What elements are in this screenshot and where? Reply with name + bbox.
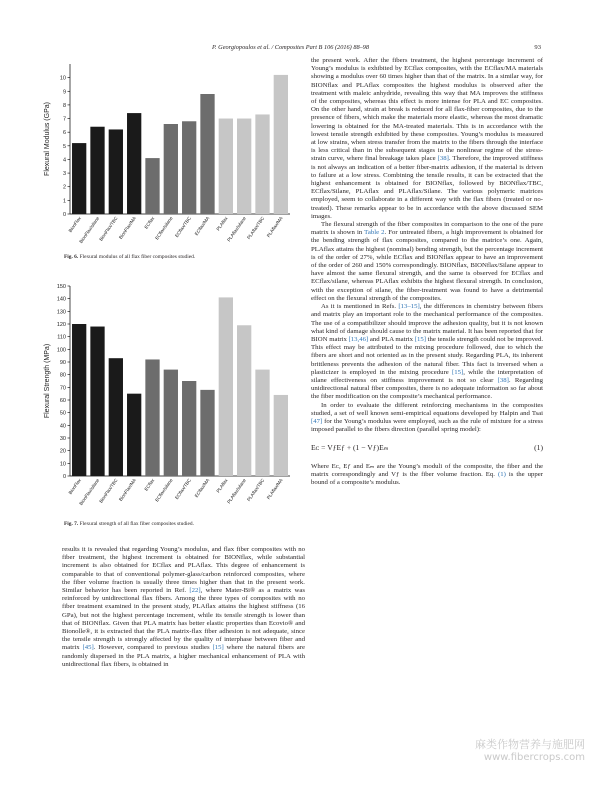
y-tick-label: 5 (62, 143, 66, 150)
y-tick-label: 7 (62, 116, 66, 123)
x-tick-label: BionFlax/MA (117, 477, 137, 502)
x-tick-label: PLAflax/MA (265, 215, 284, 239)
y-tick-label: 1 (62, 198, 66, 205)
x-tick-label: PLAflax/TBC (246, 215, 266, 241)
y-tick-label: 8 (62, 102, 66, 109)
bar-ecflax-ma (200, 390, 214, 476)
paragraph: the present work. After the fibers treatment, the highest percentage increment of Young’s modulus is exhibited by ECflax composites, with the ECflax/MA materials showing a modulus over 60 times higher than that of the matrix. In a similar way, for BIONflax and PLAflax composites the highest modulus is observed after the treatment with maleic anhydride, revealing this way that MA improves the stiffness of the composites, whereas this effect is more intense for PLA and EC composites. On the other hand, strain at break is reduced for all flax-fiber composites, due to the presence of fibers, which make the materials more elastic, whereas the most dramatic lowering is obtained for the MA-treated materials. This is in accordance with the lowest tensile strength exhibited by these composites. Young’s modulus is measured at low strains, when stress transfer from the matrix to the fibers through the interface is less critical than in the subsequent stages in the nonlinear regime of the stress-strain curve, where final breakage takes place [38]. Therefore, the improved stiffness is not always an indication of a better fiber-matrix adhesion, if the material is driven to failure at a low stress. Combining the tensile results, it can be extracted that the highest enhancement is obtained for BIONflax, followed by BIONflax/TBC, ECflax/Silane, PLAflax and PLAflax/Silane. The various polymeric matrices employed, seem to collaborate in a different way with the flax fibers (treated or no-treated). These remarks appear to be in accordance with the above discussed SEM images. (311, 57, 543, 220)
reference-link[interactable]: [15] (212, 644, 224, 652)
x-tick-label: PLAflax/TBC (246, 477, 266, 503)
figure-6-caption: Fig. 6. Flexural modulus of all flax fiber composites studied. (64, 254, 196, 260)
y-tick-label: 6 (62, 130, 66, 137)
flexural-strength-bar-chart (40, 280, 302, 520)
y-tick-label: 10 (59, 75, 66, 82)
y-tick-label: 140 (56, 296, 66, 303)
paragraph: In order to evaluate the different reinforcing mechanisms in the composites studied, a set of well known semi-empirical equations developed by Halpin and Tsai [47] for the Young’s modulus were employed, such as the rule of mixture for a stress imposed parallel to the fibers direction (parallel spring model): (311, 401, 543, 434)
y-tick-label: 20 (59, 448, 66, 455)
reference-link[interactable]: [45] (82, 644, 94, 652)
watermark-line-2: www.fibercrops.com (483, 752, 585, 763)
reference-link[interactable]: [15] (414, 335, 426, 343)
x-tick-label: PLAflax (215, 477, 229, 494)
figure-6-chart (40, 58, 302, 259)
y-tick-label: 80 (59, 372, 66, 379)
equation-text: Eᴄ = VƒEƒ + (1 − Vƒ)Eₘ (311, 443, 389, 453)
x-tick-label: PLAflax/MA (265, 477, 284, 501)
y-tick-label: 0 (62, 474, 66, 480)
bar-bionflax-tbc (109, 358, 123, 476)
equation-link[interactable]: (1) (497, 470, 506, 478)
x-tick-label: ECflax/silane (154, 215, 174, 241)
bar-bionflax-tbc (109, 129, 123, 214)
bar-plaflax-tbc (255, 370, 269, 476)
x-tick-label: ECflax (143, 215, 156, 230)
table-link[interactable]: Table 2 (364, 229, 385, 237)
equation-1 (311, 444, 543, 452)
right-column-text (311, 57, 543, 487)
y-tick-label: 4 (62, 157, 66, 164)
y-tick-label: 40 (59, 423, 66, 430)
reference-link[interactable]: [22] (189, 587, 201, 595)
reference-link[interactable]: [13,46] (348, 335, 369, 343)
bar-plaflax-silane (237, 119, 251, 214)
watermark (475, 738, 585, 764)
bar-bionflax (72, 324, 86, 476)
paragraph: results it is revealed that regarding Young’s modulus, and flax fiber composites with no fiber treatment, the highest increment is obtained for BIONflax, while substantial increment is also obtained for ECflax and PLAflax. This degree of enhancement is comparable to that of conventional polymer-glass/carbon reinforced composites, where the fiber volume fraction is usually three times higher than that in the present work. Similar behavior has been reported in Ref. [22], where Mater-Bi® as a matrix was reinforced by unidirectional flax fibers. Among the three types of composites with no fiber treatment examined in the present study, PLAflax attains the highest stiffness (16 GPa), but not the highest percentage increment, while its tensile strength is lower than that of BIONflax. Given that PLA matrix has better elastic properties than Ecovio® and Bionolle®, it is extracted that the PLA matrix-flax fiber adhesion is not adequate, since the tensile strength is strongly affected by the quality of interphase between fiber and matrix [45]. However, compared to previous studies [15] where the natural fibers are randomly dispersed in the PLA matrix, a higher mechanical enhancement of PLA with unidirectional flax fibers, is obtained in (62, 546, 306, 668)
y-tick-label: 0 (62, 212, 66, 218)
x-tick-label: BionFlax/silane (78, 215, 101, 245)
y-tick-label: 120 (56, 322, 66, 328)
x-tick-label: PLAflax (215, 215, 229, 232)
reference-link[interactable]: [47] (311, 417, 323, 425)
y-tick-label: 110 (57, 334, 66, 341)
x-tick-label: ECflax/TBC (174, 215, 192, 239)
x-tick-label: ECflax/MA (193, 215, 211, 237)
bar-plaflax (219, 119, 233, 214)
bar-ecflax-silane (164, 370, 178, 476)
y-tick-label: 150 (56, 284, 66, 290)
x-tick-label: BionFlax (67, 477, 82, 496)
bar-bionflax (72, 143, 86, 214)
y-axis-label: Flexural Strength (MPa) (44, 343, 51, 419)
left-column-text (62, 546, 305, 669)
bar-bionflax-ma (127, 113, 141, 214)
running-title: P. Georgiopoulos et al. / Composites Part B 106 (2016) 88–98 (212, 44, 370, 51)
x-tick-label: ECflax/MA (193, 477, 211, 499)
bar-ecflax-silane (164, 124, 178, 214)
y-tick-label: 60 (59, 398, 66, 404)
page-number: 93 (534, 44, 541, 51)
flexural-modulus-bar-chart (40, 58, 302, 254)
reference-link[interactable]: [15] (451, 368, 464, 376)
x-tick-label: BionFlax/MA (117, 215, 137, 240)
y-tick-label: 3 (62, 171, 66, 178)
y-tick-label: 90 (59, 360, 66, 366)
bar-ecflax-ma (200, 94, 214, 214)
y-tick-label: 10 (59, 461, 66, 468)
y-tick-label: 100 (56, 347, 66, 354)
x-tick-label: BionFlax/TBC (98, 215, 119, 242)
bar-bionflax-ma (127, 394, 141, 476)
bar-plaflax-tbc (255, 114, 269, 214)
watermark-line-1: 麻类作物营养与施肥网 (475, 738, 585, 751)
bar-plaflax-silane (237, 325, 251, 476)
x-tick-label: BionFlax/TBC (98, 477, 119, 504)
bar-ecflax (145, 158, 159, 214)
y-tick-label: 2 (62, 184, 66, 191)
paragraph: The flexural strength of the fiber composites in comparison to the one of the pure matrix is shown in Table 2. For untreated fibers, a high improvement is obtained for the bending strength of flax composites, compared to the matrice’s one. Again, PLAflax attains the highest (nominal) bending strength, but the percentage increment is of the order of 27%, while ECflax and BIONflax appear to have an improvement of the order of 260 and 150% correspondingly. BIONflax, BIONflax/Silane appear to have almost the same flexural strength, and the same is observed for ECflax and ECflax/silane, whereas PLAflax exhibits the highest flexural strength. In conclusion, with the exception of silane, the fiber-treatment was found to have a detrimental effect on the flexural strength of the composites. (311, 221, 543, 302)
y-tick-label: 70 (59, 385, 66, 392)
bar-bionflax-silane (90, 127, 104, 214)
x-tick-label: PLAflax/silane (226, 477, 247, 505)
reference-link[interactable]: [13–15] (398, 303, 420, 311)
y-tick-label: 50 (59, 410, 66, 417)
reference-link[interactable]: [38] (497, 376, 509, 384)
bar-plaflax-ma (274, 395, 288, 476)
paragraph: As it is mentioned in Refs. [13–15], the differences in chemistry between fibers and matrix play an important role to the mechanical performance of the composites. The use of a compatibilizer should improve the adhesion quality, but it is not known what kind of damage should cause to the matrix material. It has been reported that for BION matrix [13,46] and PLA matrix [15] the tensile strength could not be improved. This effect may be attributed to the mixing procedure followed, due to which the fibers are short and not oriented as in the present study. Regarding PLA, its inherent brittleness prevents the adhesion of the natural fiber. This fact is inversed when a plasticizer is employed in the mixing procedure [15], while the interpretation of silane effectiveness on stiffness improvement is not so clear [38]. Regarding unidirectional natural fiber composites, there is no adequate information so far about the fiber modification on the composite’s mechanical performance. (311, 303, 544, 401)
bar-ecflax-tbc (182, 381, 196, 476)
y-tick-label: 30 (59, 436, 66, 442)
bar-ecflax (145, 359, 159, 476)
y-tick-label: 130 (56, 309, 66, 316)
equation-number: (1) (534, 443, 543, 453)
figure-7-caption: Fig. 7. Flexural strength of all flax fiber composites studied. (64, 521, 194, 527)
x-tick-label: BionFlax/silane (78, 477, 101, 507)
y-tick-label: 9 (62, 89, 66, 96)
bar-ecflax-tbc (182, 121, 196, 214)
x-tick-label: PLAflax/silane (226, 215, 247, 243)
bar-bionflax-silane (90, 327, 104, 476)
paragraph: Where Eᴄ, Eƒ and Eₘ are the Young’s moduli of the composite, the fiber and the matrix correspondingly and Vƒ is the fiber volume fraction. Eq. (1) is the upper bound of a composite’s modulus. (311, 462, 543, 486)
y-axis-label: Flexural Modulus (GPa) (44, 102, 51, 176)
x-tick-label: ECflax (143, 477, 156, 492)
x-tick-label: ECflax/TBC (174, 477, 192, 501)
x-tick-label: BionFlax (67, 215, 82, 234)
reference-link[interactable]: [38] (437, 155, 449, 163)
bar-plaflax (219, 297, 233, 476)
figure-7-chart (40, 280, 302, 525)
x-tick-label: ECflax/silane (154, 477, 174, 503)
bar-plaflax-ma (274, 75, 288, 214)
